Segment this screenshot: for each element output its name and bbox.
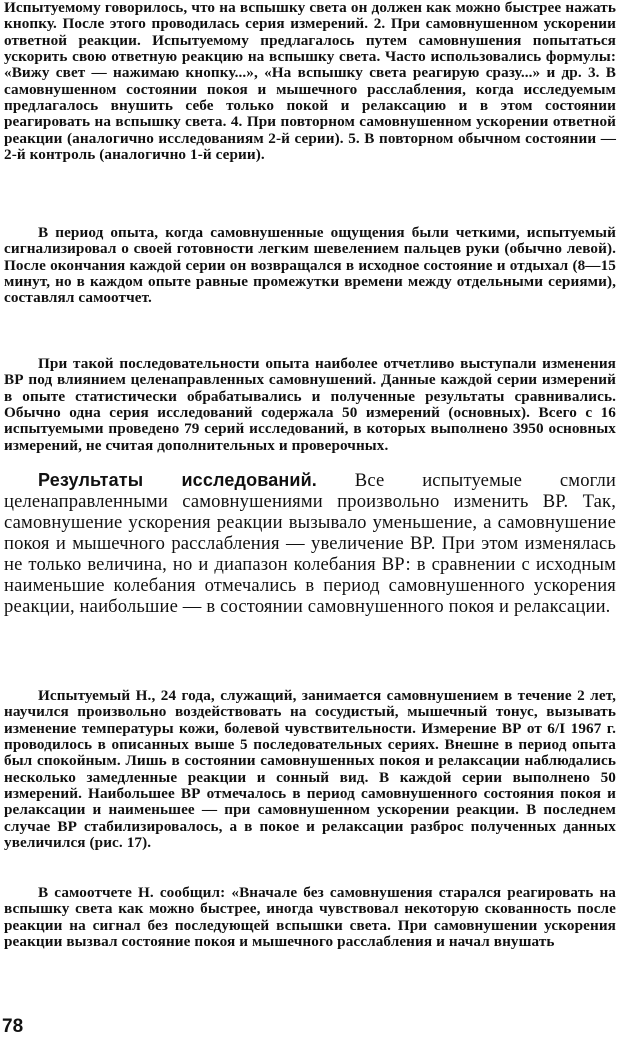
paragraph-data-processing: При такой последовательности опыта наиболее отчетливо выступали изменения ВР под влиянием целенаправленных самовнушений. Данные каждой серии измерений в опыте статистически обрабатывались и полученные результаты сравнивались. Обычно одна серия исследований содержала 50 измерений (основных). Всего с 16 испытуемыми проведено 79 серий исследований, в которых выполнено 3950 основных измерений, не считая дополнительных и проверочных. <box>4 355 616 454</box>
paragraph-experiment-procedure: В период опыта, когда самовнушенные ощущения были четкими, испытуемый сигнализировал о своей готовности легким шевелением пальцев руки (обычно левой). После окончания каждой серии он возвращался в исходное состояние и отдыхал (8—15 минут, но в каждом опыте равные промежутки времени между отдельными сериями), составлял самоотчет. <box>4 224 616 307</box>
page-number: 78 <box>2 1016 24 1037</box>
section-heading: Результаты исследований. <box>38 470 317 490</box>
paragraph-self-report: В самоотчете Н. сообщил: «Вначале без самовнушения старался реагировать на вспышку света как можно быстрее, иногда чувствовал некоторую скованность после реакции на сигнал без последующей вспышки света. При самовнушении ускорения реакции вызвал состояние покоя и мышечного расслабления и начал внушать <box>4 884 616 951</box>
results-text: Все испытуемые смогли целенаправленными самовнушениями произвольно изменить ВР. Так, самовнушение ускорения реакции вызывало уменьшение, а самовнушение покоя и мышечного расслабления — увеличение ВР. При этом изменялась не только величина, но и диапазон колебания ВР: в сравнении с исходным наименьшие колебания отмечались в период самовнушенного ускорения реакции, наибольшие — в состоянии самовнушенного покоя и релаксации. <box>4 470 616 617</box>
paragraph-subject-case: Испытуемый Н., 24 года, служащий, занимается самовнушением в течение 2 лет, научился произвольно воздействовать на сосудистый, мышечный тонус, вызывать изменение температуры кожи, болевой чувствительности. Измерение ВР от 6/I 1967 г. проводилось в описанных выше 5 последовательных сериях. Внешне в период опыта был спокойным. Лишь в состоянии самовнушенных покоя и релаксации наблюдались несколько замедленные реакции и сонный вид. В каждой серии выполнено 50 измерений. Наибольшее ВР отмечалось в период самовнушенного состояния покоя и релаксации и наименьшее — при самовнушенном ускорении реакции. В последнем случае ВР стабилизировалось, а в покое и релаксации разброс полученных данных увеличился (рис. 17). <box>4 687 616 852</box>
paragraph-results <box>4 470 616 617</box>
paragraph-series-description: Испытуемому говорилось, что на вспышку света он должен как можно быстрее нажать кнопку. После этого проводилась серия измерений. 2. При самовнушенном ускорении ответной реакции. Испытуемому предлагалось путем самовнушения попытаться ускорить свою ответную реакцию на вспышку света. Часто использовались формулы: «Вижу свет — нажимаю кнопку...», «На вспышку света реагирую сразу...» и др. 3. В самовнушенном состоянии покоя и мышечного расслабления, когда исследуемым предлагалось внушить себе только покой и релаксацию и в этом состоянии реагировать на вспышку света. 4. При повторном самовнушенном ускорении ответной реакции (аналогично исследованиям 2-й серии). 5. В повторном обычном состоянии — 2-й контроль (аналогично 1-й серии). <box>4 0 616 164</box>
